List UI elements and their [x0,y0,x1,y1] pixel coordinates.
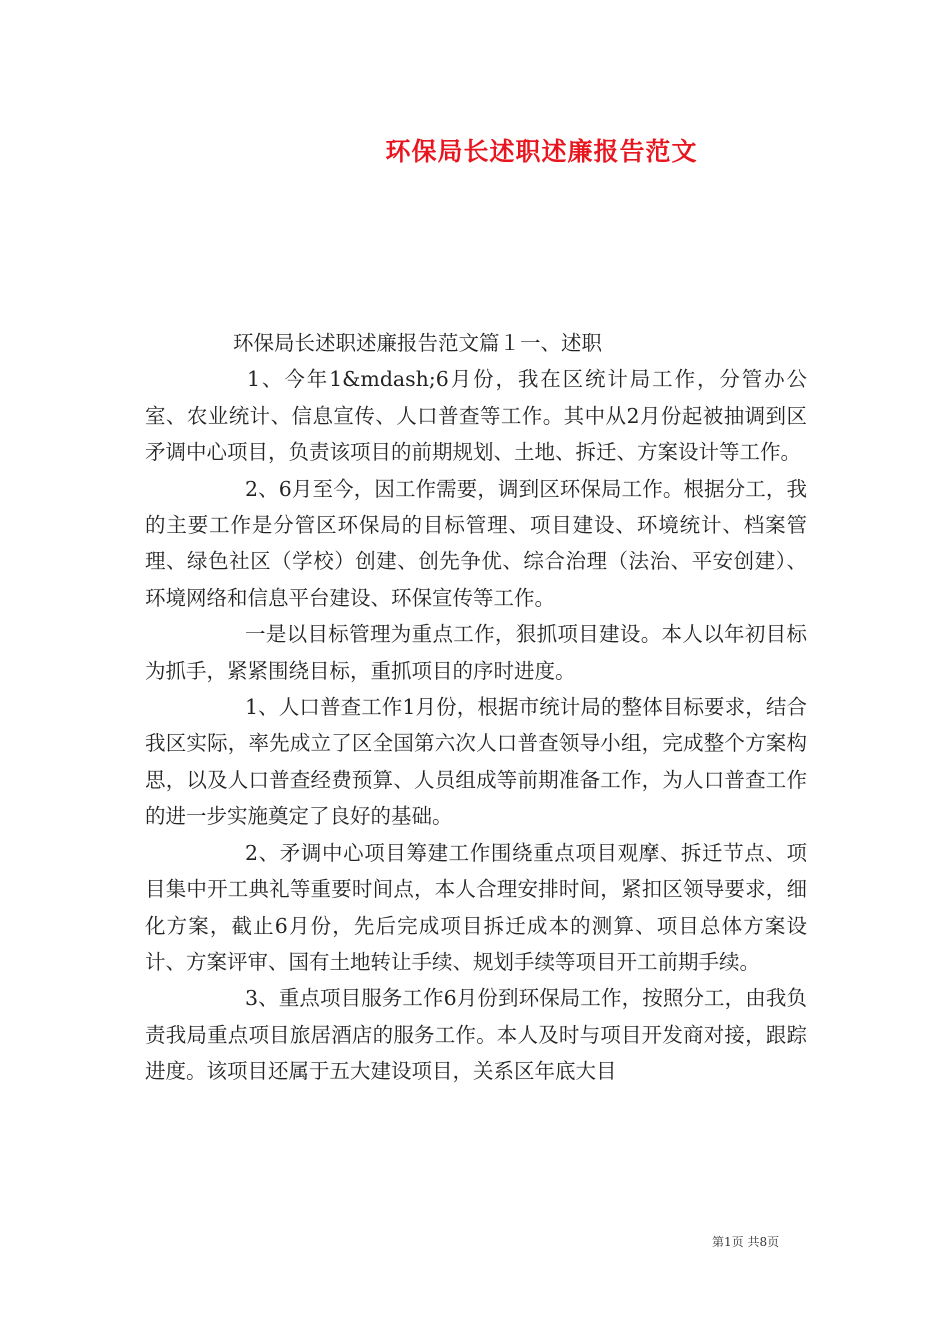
paragraph: 2、6月至今，因工作需要，调到区环保局工作。根据分工，我的主要工作是分管区环保局的目标管理、项目建设、环境统计、档案管理、绿色社区（学校）创建、创先争优、综合治理（法治、平安创建）、环境网络和信息平台建设、环保宣传等工作。 [145,476,807,610]
paragraph: 1、人口普查工作1月份，根据市统计局的整体目标要求，结合我区实际，率先成立了区全国第六次人口普查领导小组，完成整个方案构思，以及人口普查经费预算、人员组成等前期准备工作，为人口普查工作的进一步实施奠定了良好的基础。 [145,695,807,829]
document-title: 环保局长述职述廉报告范文 [385,137,698,166]
paragraph: 1、今年1&mdash;6月份，我在区统计局工作，分管办公室、农业统计、信息宣传、人口普查等工作。其中从2月份起被抽调到区矛调中心项目，负责该项目的前期规划、土地、拆迁、方案设计等工作。 [145,367,807,465]
document-body [145,325,807,1090]
paragraph: 2、矛调中心项目筹建工作围绕重点项目观摩、拆迁节点、项目集中开工典礼等重要时间点，本人合理安排时间，紧扣区领导要求，细化方案，截止6月份，先后完成项目拆迁成本的测算、项目总体方案设计、方案评审、国有土地转让手续、规划手续等项目开工前期手续。 [145,840,807,974]
paragraph: 一是以目标管理为重点工作，狠抓项目建设。本人以年初目标为抓手，紧紧围绕目标，重抓项目的序时进度。 [145,622,807,683]
page-footer: 第1页 共8页 [712,1235,780,1249]
paragraph-heading: 环保局长述职述廉报告范文篇１一、述职 [233,331,602,355]
paragraph: 3、重点项目服务工作6月份到环保局工作，按照分工，由我负责我局重点项目旅居酒店的服务工作。本人及时与项目开发商对接，跟踪进度。该项目还属于五大建设项目，关系区年底大目 [145,986,807,1084]
